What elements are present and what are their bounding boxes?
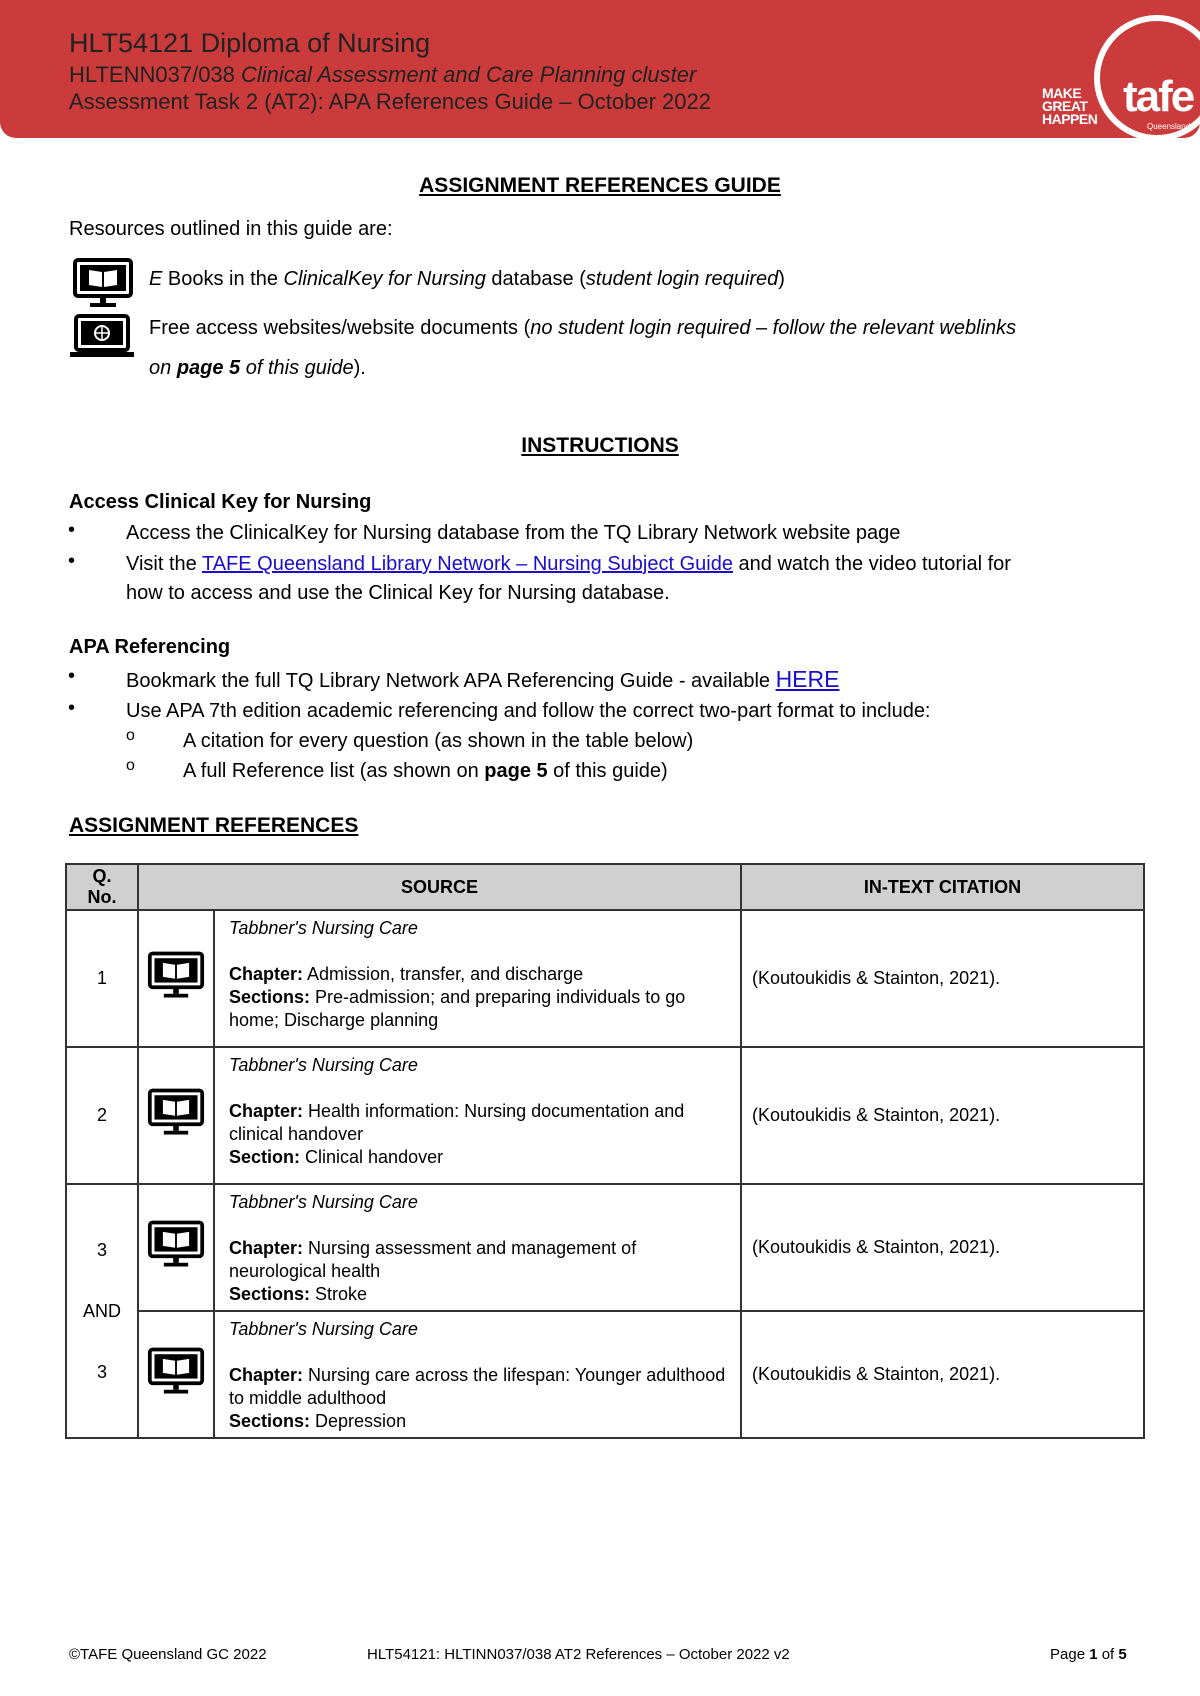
- citation-cell: (Koutoukidis & Stainton, 2021).: [741, 910, 1144, 1047]
- table-header-row: [66, 864, 1144, 910]
- book-title: Tabbner's Nursing Care: [229, 1192, 418, 1212]
- source-cell: [214, 1047, 741, 1184]
- citation-cell: (Koutoukidis & Stainton, 2021).: [741, 1047, 1144, 1184]
- source-cell: [214, 1311, 741, 1438]
- instructions-heading: INSTRUCTIONS: [521, 434, 679, 457]
- tafe-logo: [1035, 0, 1200, 138]
- monitor-book-icon: [72, 258, 134, 310]
- source-icon-cell: [138, 910, 214, 1047]
- chapter-line: Chapter: Nursing care across the lifespan: Younger adulthood to middle adulthood: [229, 1365, 726, 1408]
- source-icon-cell: [138, 1311, 214, 1438]
- table-row: [66, 1184, 1144, 1311]
- nursing-subject-guide-link[interactable]: TAFE Queensland Library Network – Nursing Subject Guide: [201, 553, 733, 575]
- bullet-icon: •: [68, 550, 76, 572]
- sub-bullet-icon: o: [126, 757, 135, 774]
- monitor-book-icon: [147, 1347, 205, 1397]
- table-row: [66, 1311, 1144, 1438]
- access-heading: Access Clinical Key for Nursing: [69, 491, 372, 513]
- apa-bullet-1: Bookmark the full TQ Library Network APA Referencing Guide - available HERE: [126, 666, 840, 692]
- bullet-icon: •: [68, 665, 76, 687]
- sections-line: Sections: Depression: [229, 1411, 407, 1431]
- apa-heading: APA Referencing: [69, 636, 231, 658]
- access-bullet-1: Access the ClinicalKey for Nursing database from the TQ Library Network website page: [126, 522, 901, 544]
- ebooks-resource: E Books in the ClinicalKey for Nursing database (student login required): [149, 268, 785, 290]
- logo-wordmark: tafe: [1123, 72, 1194, 121]
- citation-cell: (Koutoukidis & Stainton, 2021).: [741, 1311, 1144, 1438]
- and-label: AND: [82, 1300, 121, 1321]
- question-number: 2: [66, 1047, 138, 1184]
- sub-bullet-icon: o: [126, 727, 135, 744]
- references-table: [65, 863, 1145, 1439]
- chapter-line: Chapter: Admission, transfer, and discharge: [229, 964, 584, 984]
- source-icon-cell: [138, 1184, 214, 1311]
- chapter-line: Chapter: Health information: Nursing documentation and clinical handover: [229, 1101, 685, 1144]
- apa-guide-here-link[interactable]: HERE: [775, 666, 840, 692]
- book-title: Tabbner's Nursing Care: [229, 1055, 418, 1075]
- page-title: ASSIGNMENT REFERENCES GUIDE: [419, 174, 781, 197]
- col-q-no: Q. No.: [66, 864, 138, 910]
- table-row: [66, 910, 1144, 1047]
- sections-line: Section: Clinical handover: [229, 1147, 444, 1167]
- footer-page-number: Page 1 of 5: [1050, 1646, 1127, 1663]
- question-number: 1: [66, 910, 138, 1047]
- apa-sub-1: A citation for every question (as shown in the table below): [183, 730, 694, 752]
- logo-slogan: MAKE GREAT HAPPEN: [1042, 85, 1098, 127]
- access-bullet-2-line2: how to access and use the Clinical Key for Nursing database.: [126, 582, 670, 604]
- apa-sub-2: A full Reference list (as shown on page 5 of this guide): [183, 760, 668, 782]
- sections-line: Sections: Stroke: [229, 1284, 368, 1304]
- footer-doc-ref: HLT54121: HLTINN037/038 AT2 References – October 2022 v2: [367, 1646, 790, 1663]
- citation-cell: (Koutoukidis & Stainton, 2021).: [741, 1184, 1144, 1311]
- monitor-book-icon: [147, 1220, 205, 1270]
- bullet-icon: •: [68, 697, 76, 719]
- source-icon-cell: [138, 1047, 214, 1184]
- logo-sub: Queensland: [1147, 122, 1191, 131]
- table-row: [66, 1047, 1144, 1184]
- question-number-merged: 3 AND 3: [66, 1184, 138, 1438]
- access-bullet-2: Visit the TAFE Queensland Library Network – Nursing Subject Guide and watch the video tutorial for: [126, 553, 1011, 575]
- intro-text: Resources outlined in this guide are:: [69, 218, 393, 240]
- source-cell: [214, 1184, 741, 1311]
- source-cell: [214, 910, 741, 1047]
- col-in-text-citation: IN-TEXT CITATION: [741, 864, 1144, 910]
- col-source: SOURCE: [138, 864, 741, 910]
- web-resource-line2: on page 5 of this guide).: [149, 357, 366, 379]
- references-heading: ASSIGNMENT REFERENCES: [69, 814, 359, 837]
- laptop-globe-icon: [68, 314, 136, 360]
- book-title: Tabbner's Nursing Care: [229, 918, 418, 938]
- bullet-icon: •: [68, 519, 76, 541]
- task-line: Assessment Task 2 (AT2): APA References Guide – October 2022: [69, 89, 711, 114]
- course-title: HLT54121 Diploma of Nursing: [69, 28, 431, 58]
- document-header: [0, 0, 1200, 138]
- monitor-book-icon: [147, 1088, 205, 1138]
- book-title: Tabbner's Nursing Care: [229, 1319, 418, 1339]
- monitor-book-icon: [147, 951, 205, 1001]
- unit-line: HLTENN037/038 Clinical Assessment and Care Planning cluster: [69, 62, 697, 87]
- footer-copyright: ©TAFE Queensland GC 2022: [69, 1646, 267, 1663]
- apa-bullet-2: Use APA 7th edition academic referencing and follow the correct two-part format to include:: [126, 700, 931, 722]
- sections-line: Sections: Pre-admission; and preparing individuals to go home; Discharge planning: [229, 987, 686, 1030]
- web-resource: Free access websites/website documents (no student login required – follow the relevant weblinks: [149, 317, 1017, 339]
- chapter-line: Chapter: Nursing assessment and management of neurological health: [229, 1238, 637, 1281]
